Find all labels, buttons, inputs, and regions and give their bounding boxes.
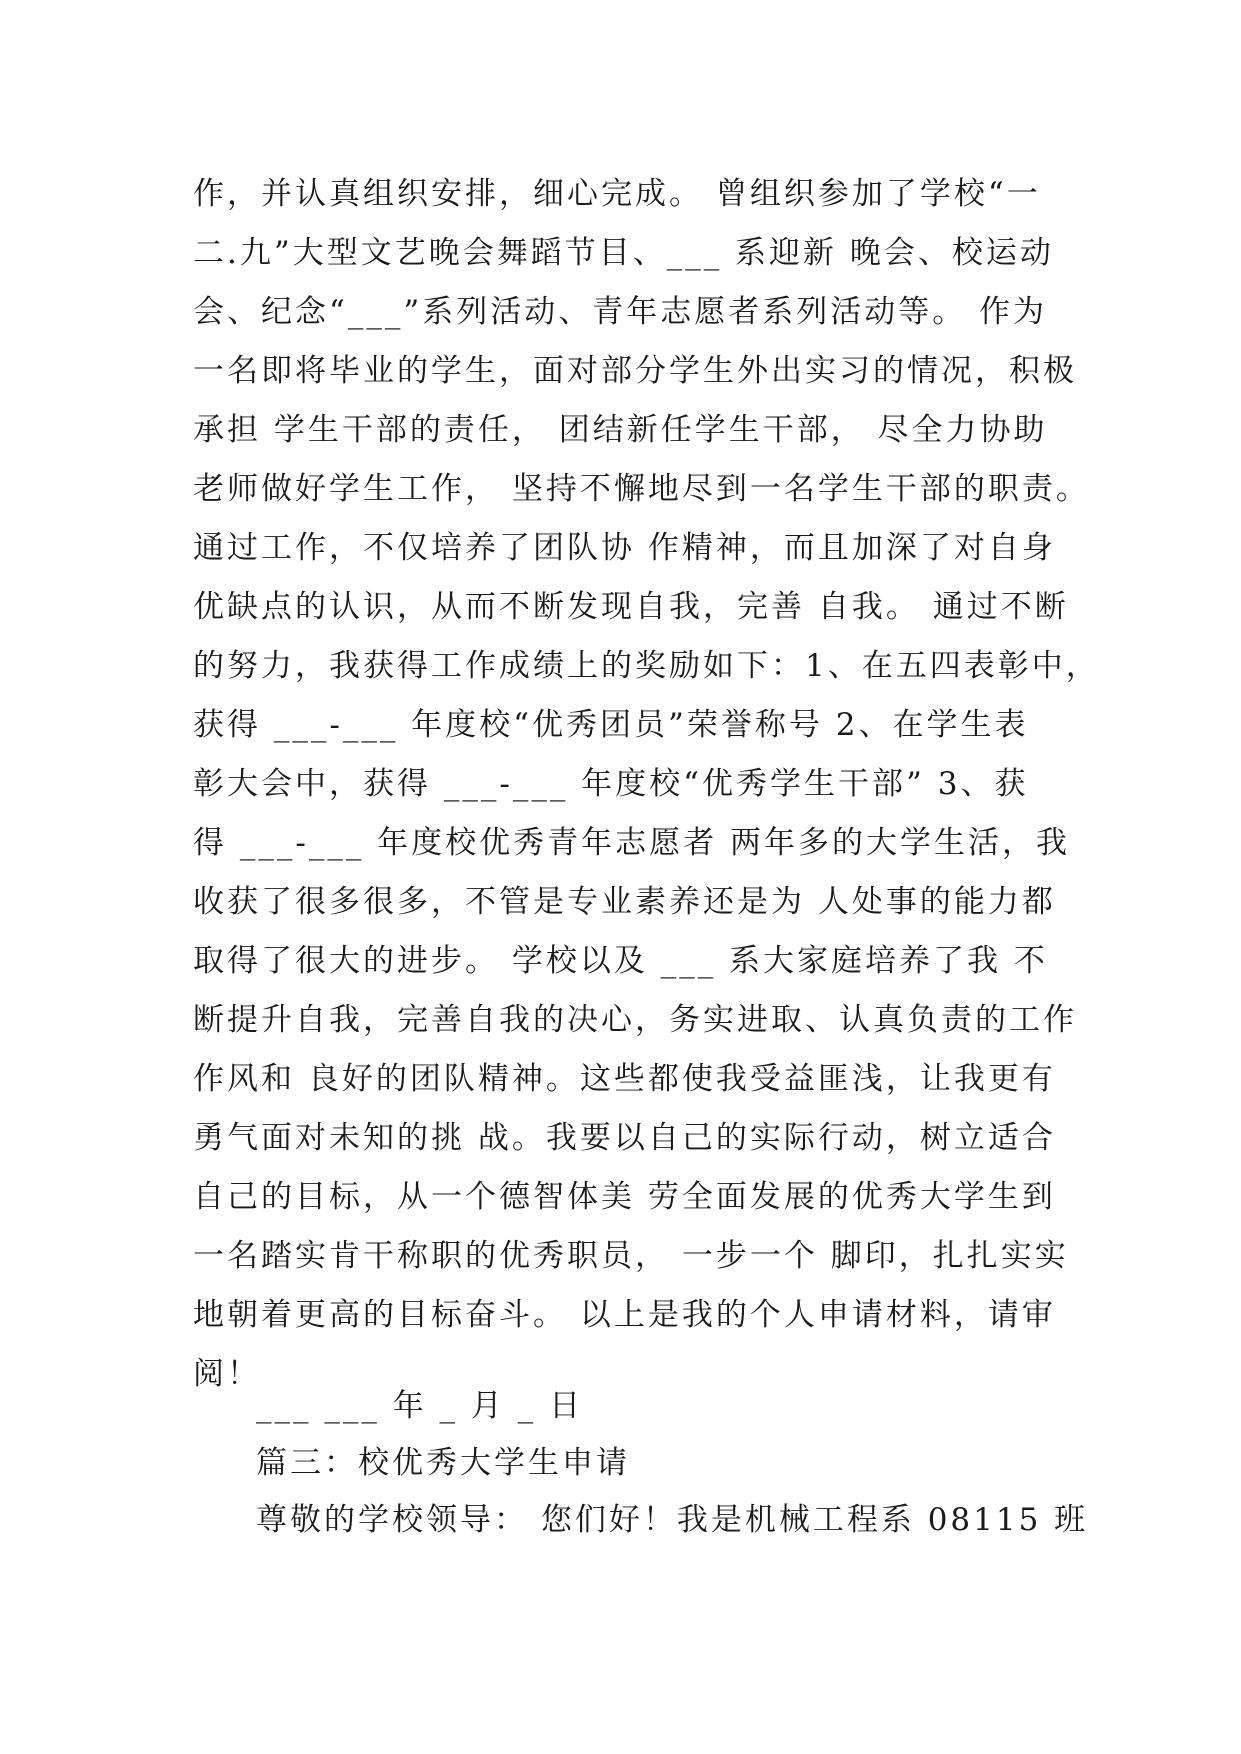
paragraph-line: 优缺点的认识，从而不断发现自我，完善 自我。 通过不断 bbox=[193, 589, 1069, 625]
section-title: 篇三：校优秀大学生申请 bbox=[256, 1445, 630, 1481]
paragraph-line: 收获了很多很多，不管是专业素养还是为 人处事的能力都 bbox=[193, 884, 1056, 920]
salutation-line: 尊敬的学校领导： 您们好！我是机械工程系 08115 班 bbox=[256, 1502, 1089, 1538]
paragraph-line: 一名踏实肯干称职的优秀职员， 一步一个 脚印，扎扎实实 bbox=[193, 1238, 1069, 1274]
paragraph-line: 作，并认真组织安排，细心完成。 曾组织参加了学校“一 bbox=[193, 176, 1041, 212]
paragraph-line: 老师做好学生工作， 坚持不懈地尽到一名学生干部的职责。 bbox=[193, 471, 1090, 507]
closing-section bbox=[256, 1378, 1089, 1549]
paragraph-line: 取得了很大的进步。 学校以及 ___ 系大家庭培养了我 不 bbox=[193, 943, 1048, 979]
date-line: ___ ___ 年 _ 月 _ 日 bbox=[256, 1388, 584, 1424]
paragraph-line: 通过工作，不仅培养了团队协 作精神，而且加深了对自身 bbox=[193, 530, 1056, 566]
paragraph-line: 会、纪念“___”系列活动、青年志愿者系列活动等。 作为 bbox=[193, 294, 1048, 330]
paragraph-line: 的努力，我获得工作成绩上的奖励如下：1、在五四表彰中， bbox=[193, 648, 1100, 684]
paragraph-line: 作风和 良好的团队精神。这些都使我受益匪浅，让我更有 bbox=[193, 1061, 1056, 1097]
paragraph-line: 阅！ bbox=[193, 1356, 261, 1392]
paragraph-line: 获得 ___-___ 年度校“优秀团员”荣誉称号 2、在学生表 bbox=[193, 707, 1029, 743]
paragraph-line: 彰大会中，获得 ___-___ 年度校“优秀学生干部” 3、获 bbox=[193, 766, 1029, 802]
paragraph-line: 自己的目标，从一个德智体美 劳全面发展的优秀大学生到 bbox=[193, 1179, 1056, 1215]
application-body-paragraph bbox=[193, 165, 1100, 1404]
paragraph-line: 得 ___-___ 年度校优秀青年志愿者 两年多的大学生活，我 bbox=[193, 825, 1071, 861]
paragraph-line: 一名即将毕业的学生，面对部分学生外出实习的情况，积极 bbox=[193, 353, 1077, 389]
paragraph-line: 二.九”大型文艺晚会舞蹈节目、___ 系迎新 晚会、校运动 bbox=[193, 235, 1054, 271]
paragraph-line: 勇气面对未知的挑 战。我要以自己的实际行动，树立适合 bbox=[193, 1120, 1056, 1156]
paragraph-line: 承担 学生干部的责任， 团结新任学生干部， 尽全力协助 bbox=[193, 412, 1048, 448]
paragraph-line: 断提升自我，完善自我的决心，务实进取、认真负责的工作 bbox=[193, 1002, 1077, 1038]
paragraph-line: 地朝着更高的目标奋斗。 以上是我的个人申请材料，请审 bbox=[193, 1297, 1056, 1333]
